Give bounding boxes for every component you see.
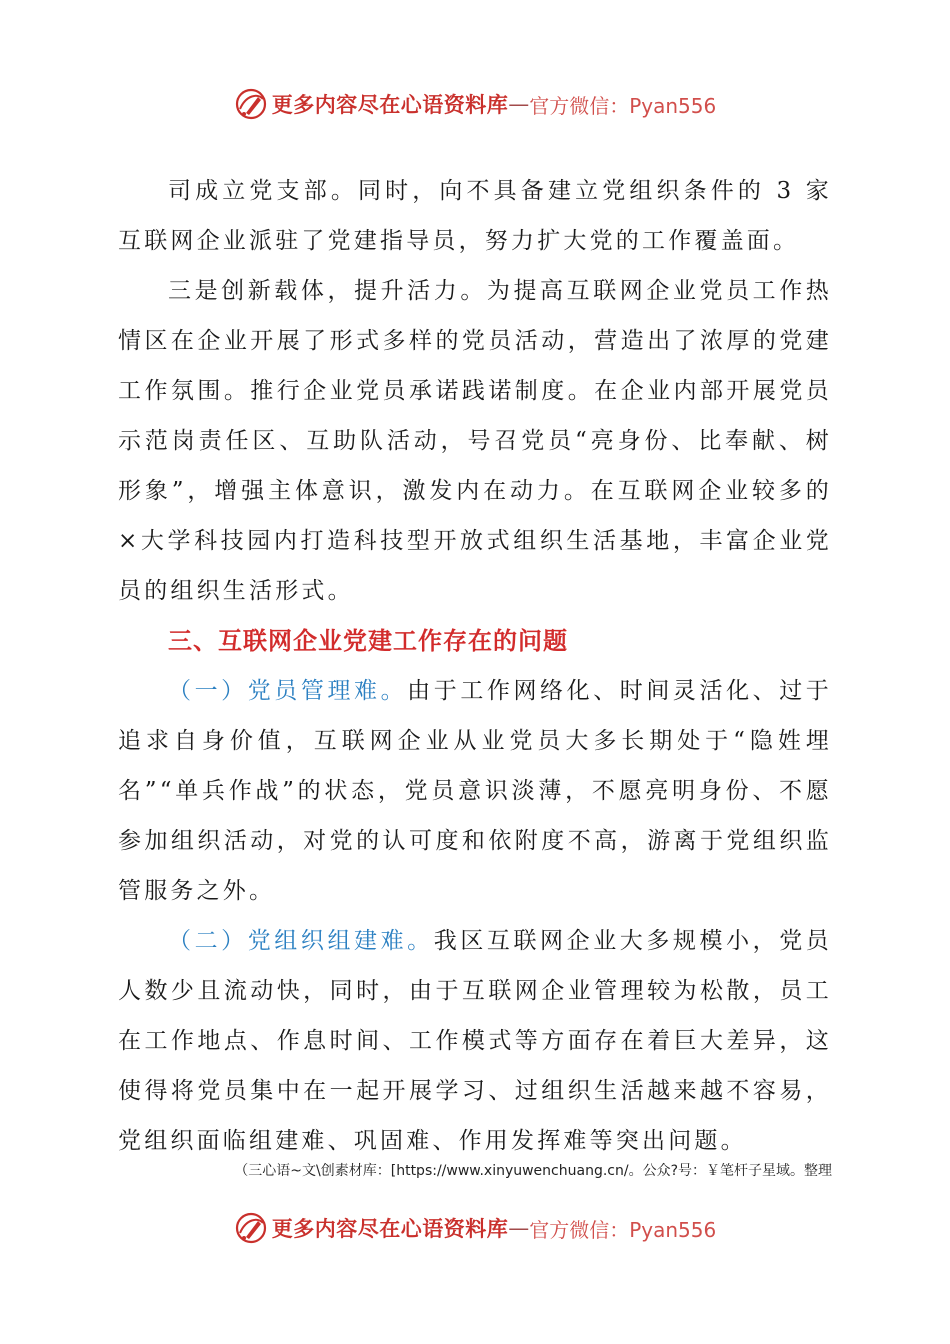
banner-brand-text: 更多内容尽在心语资料库 [271, 1217, 509, 1241]
header-banner [0, 84, 950, 124]
pen-nib-swirl-icon [234, 1211, 268, 1245]
banner-separator: — [508, 1216, 530, 1240]
banner-brand-text: 更多内容尽在心语资料库 [271, 93, 509, 117]
banner-wechat-text: 官方微信：Pyan556 [529, 93, 717, 118]
problem-item-1-label: （一）党员管理难。 [168, 678, 408, 704]
paragraph-continuation: 司成立党支部。同时，向不具备建立党组织条件的 3 家互联网企业派驻了党建指导员，努力扩大党的工作覆盖面。 [118, 178, 832, 254]
document-body [118, 166, 832, 1166]
section-heading: 三、互联网企业党建工作存在的问题 [168, 627, 568, 655]
paragraph-innovation: 三是创新载体，提升活力。为提高互联网企业党员工作热情区在企业开展了形式多样的党员活动，营造出了浓厚的党建工作氛围。推行企业党员承诺践诺制度。在企业内部开展党员示范岗责任区、互助队活动，号召党员“亮身份、比奉献、树形象”，增强主体意识，激发内在动力。在互联网企业较多的×大学科技园内打造科技型开放式组织生活基地，丰富企业党员的组织生活形式。 [118, 278, 832, 604]
problem-item-1-text: 由于工作网络化、时间灵活化、过于追求自身价值，互联网企业从业党员大多长期处于“隐姓埋名”“单兵作战”的状态，党员意识淡薄，不愿亮明身份、不愿参加组织活动，对党的认可度和依附度不高，游离于党组织监管服务之外。 [118, 678, 832, 904]
problem-item-2-label: （二）党组织组建难。 [168, 928, 434, 954]
footer-banner [0, 1208, 950, 1248]
banner-wechat-text: 官方微信：Pyan556 [529, 1217, 717, 1242]
banner-separator: — [508, 92, 530, 116]
problem-item-1 [118, 666, 832, 916]
problem-item-2-text: 我区互联网企业大多规模小，党员人数少且流动快，同时，由于互联网企业管理较为松散，员工在工作地点、作息时间、工作模式等方面存在着巨大差异，这使得将党员集中在一起开展学习、过组织生活越来越不容易，党组织面临组建难、巩固难、作用发挥难等突出问题。 [118, 928, 832, 1154]
pen-nib-swirl-icon [234, 87, 268, 121]
source-note: （三心语~文\创素材库：[https://www.xinyuwenchuang.cn/。公众?号：￥笔杆子星域。整理 [234, 1163, 832, 1179]
problem-item-2 [118, 916, 832, 1166]
